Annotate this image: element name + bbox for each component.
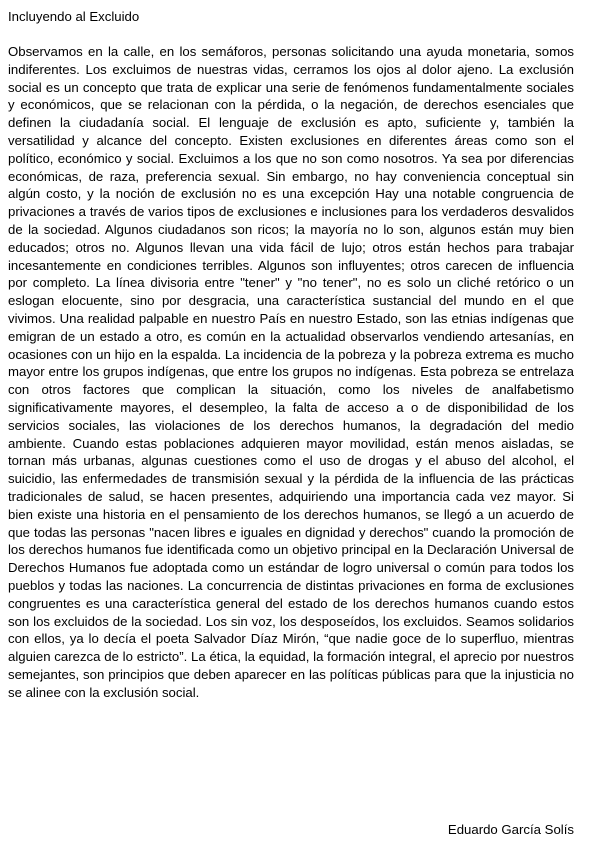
document-page (8, 8, 574, 701)
document-author: Eduardo García Solís (447, 822, 574, 837)
document-body-paragraph: Observamos en la calle, en los semáforos, personas solicitando una ayuda monetaria, somos indiferentes. Los excluimos de nuestras vidas, cerramos los ojos al dolor ajeno. La exclusión social es un concepto que trata de explicar una serie de fenómenos fundamentalmente sociales y económicos, que se relacionan con la pérdida, o la negación, de derechos esenciales que definen la ciudadanía social. El lenguaje de exclusión es apto, suficiente y, también la versatilidad y alcance del concepto. Existen exclusiones en diferentes áreas como son el político, económico y social. Excluimos a los que no son como nosotros. Ya sea por diferencias económicas, de raza, preferencia sexual. Sin embargo, no hay conveniencia conceptual sin algún costo, y la noción de exclusión no es una excepción Hay una notable congruencia de privaciones a través de varios tipos de exclusiones e inclusiones para los verdaderos desvalidos de la sociedad. Algunos ciudadanos son ricos; la mayoría no lo son, algunos están muy bien educados; otros no. Algunos llevan una vida fácil de lujo; otros están hechos para trabajar incesantemente en condiciones terribles. Algunos son influyentes; otros carecen de influencia por completo. La línea divisoria entre "tener" y "no tener", no es solo un cliché retórico o un eslogan elocuente, sino por desgracia, una característica sustancial del mundo en el que vivimos. Una realidad palpable en nuestro País en nuestro Estado, son las etnias indígenas que emigran de un estado a otro, es común en la actualidad observarlos vendiendo artesanías, en ocasiones con un hijo en la espalda. La incidencia de la pobreza y la pobreza extrema es mucho mayor entre los grupos indígenas, que entre los grupos no indígenas. Esta pobreza se entrelaza con otros factores que complican la situación, como los niveles de analfabetismo significativamente mayores, el desempleo, la falta de acceso a o de disponibilidad de los servicios sociales, las violaciones de los derechos humanos, la degradación del medio ambiente. Cuando estas poblaciones adquieren mayor movilidad, están menos aisladas, se tornan más urbanas, algunas cuestiones como el uso de drogas y el abuso del alcohol, el suicidio, las enfermedades de transmisión sexual y la pérdida de la influencia de las prácticas tradicionales de salud, se hacen presentes, adquiriendo una importancia cada vez mayor. Si bien existe una historia en el pensamiento de los derechos humanos, se llegó a un acuerdo de que todas las personas "nacen libres e iguales en dignidad y derechos" cuando la promoción de los derechos humanos fue identificada como un objetivo principal en la Declaración Universal de Derechos Humanos fue adoptada como un estándar de logro universal o común para todos los pueblos y todas las naciones. La concurrencia de distintas privaciones en forma de exclusiones congruentes es una característica general del estado de los derechos humanos cuando estos son los excluidos de la sociedad. Los sin voz, los desposeídos, los excluidos. Seamos solidarios con ellos, ya lo decía el poeta Salvador Díaz Mirón, “que nadie goce de lo superfluo, mientras alguien carezca de lo estricto”. La ética, la equidad, la formación integral, el aprecio por nuestros semejantes, son principios que deben aparecer en las políticas públicas para que la injusticia no se alinee con la exclusión social. (8, 44, 574, 700)
document-title: Incluyendo al Excluido (8, 9, 140, 24)
